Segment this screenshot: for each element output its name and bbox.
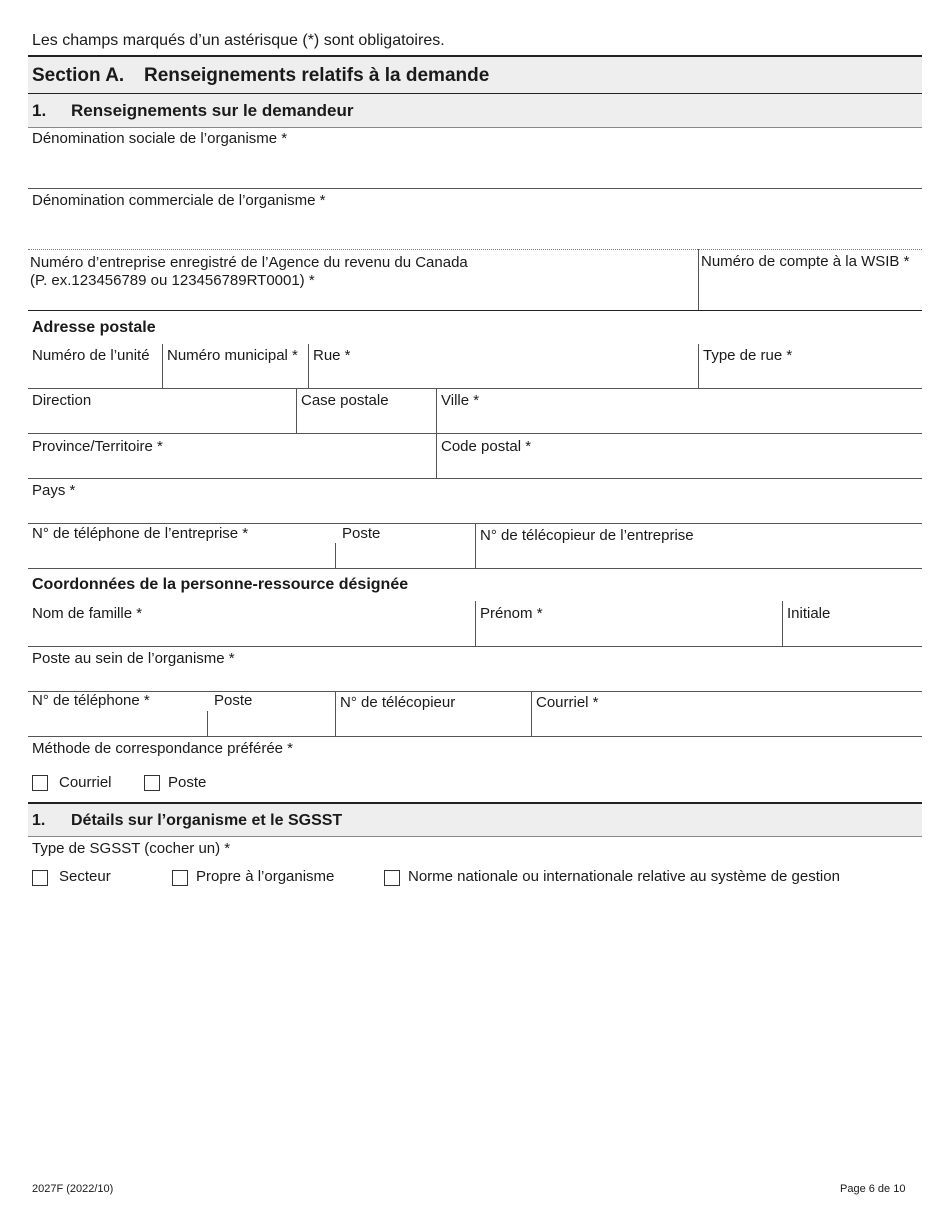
business-phone-input[interactable] xyxy=(32,546,330,564)
operating-name-label: Dénomination commerciale de l’organisme * xyxy=(32,192,326,209)
po-box-input[interactable] xyxy=(301,413,431,431)
street-input[interactable] xyxy=(313,368,693,386)
sector-option-label: Secteur xyxy=(59,868,111,885)
cra-number-label-line2: (P. ex.123456789 ou 123456789RT0001) * xyxy=(30,272,315,289)
contact-phone-label: N° de téléphone * xyxy=(32,692,150,709)
ohsms-type-label: Type de SGSST (cocher un) * xyxy=(32,840,231,857)
divider xyxy=(28,691,922,692)
divider xyxy=(28,568,922,569)
divider xyxy=(335,543,336,568)
divider xyxy=(28,249,922,250)
part-2-title: Détails sur l’organisme et le SGSST xyxy=(71,812,343,829)
country-label: Pays * xyxy=(32,482,76,499)
section-a-label: Section A. xyxy=(32,65,125,86)
divider xyxy=(28,388,922,389)
standard-option-label: Norme nationale ou internationale relative au système de gestion xyxy=(408,868,840,885)
preferred-method-label: Méthode de correspondance préférée * xyxy=(32,740,294,757)
city-input[interactable] xyxy=(441,413,918,431)
contact-phone-input[interactable] xyxy=(32,714,202,732)
divider xyxy=(782,601,783,646)
legal-name-label: Dénomination sociale de l’organisme * xyxy=(32,130,288,147)
cra-number-input[interactable] xyxy=(32,292,692,308)
email-option-label: Courriel xyxy=(59,774,112,791)
unit-number-input[interactable] xyxy=(32,368,158,386)
contact-ext-input[interactable] xyxy=(212,714,330,732)
street-number-label: Numéro municipal * xyxy=(167,347,298,364)
part-1-header xyxy=(28,93,922,128)
province-input[interactable] xyxy=(32,458,430,476)
country-input[interactable] xyxy=(32,502,918,520)
divider xyxy=(162,344,163,389)
section-a-title: Renseignements relatifs à la demande xyxy=(144,65,490,86)
postal-code-label: Code postal * xyxy=(441,438,532,455)
wsib-account-label: Numéro de compte à la WSIB * xyxy=(701,253,910,270)
divider xyxy=(698,249,699,311)
section-a-header xyxy=(28,55,922,94)
divider xyxy=(475,523,476,568)
position-input[interactable] xyxy=(32,670,918,688)
divider xyxy=(28,478,922,479)
organization-specific-checkbox[interactable] xyxy=(172,870,188,886)
business-ext-label: Poste xyxy=(342,525,381,542)
part-2-number: 1. xyxy=(32,812,46,829)
street-type-input[interactable] xyxy=(703,368,918,386)
street-number-input[interactable] xyxy=(167,368,303,386)
part-1-number: 1. xyxy=(32,101,47,120)
divider xyxy=(28,646,922,647)
page-number: Page 6 de 10 xyxy=(840,1183,906,1195)
province-label: Province/Territoire * xyxy=(32,438,163,455)
postal-code-input[interactable] xyxy=(441,458,918,476)
first-name-label: Prénom * xyxy=(480,605,543,622)
business-fax-label: N° de télécopieur de l’entreprise xyxy=(480,527,694,544)
organization-specific-label: Propre à l’organisme xyxy=(196,868,335,885)
divider xyxy=(28,188,922,189)
divider xyxy=(531,691,532,736)
divider xyxy=(296,388,297,433)
contact-ext-label: Poste xyxy=(214,692,253,709)
divider xyxy=(28,310,922,311)
initial-label: Initiale xyxy=(787,605,831,622)
part-2-header xyxy=(28,802,922,837)
part-1-title: Renseignements sur le demandeur xyxy=(71,101,354,120)
last-name-label: Nom de famille * xyxy=(32,605,143,622)
divider xyxy=(207,711,208,736)
email-checkbox[interactable] xyxy=(32,775,48,791)
first-name-input[interactable] xyxy=(480,626,778,644)
contact-fax-input[interactable] xyxy=(340,715,526,733)
last-name-input[interactable] xyxy=(32,626,470,644)
required-fields-note: Les champs marqués d’un astérisque (*) sont obligatoires. xyxy=(32,32,445,49)
divider xyxy=(28,736,922,737)
business-fax-input[interactable] xyxy=(480,548,918,566)
legal-name-input[interactable] xyxy=(32,152,918,184)
contact-email-input[interactable] xyxy=(536,715,918,733)
direction-label: Direction xyxy=(32,392,92,409)
contact-email-label: Courriel * xyxy=(536,694,599,711)
divider xyxy=(335,691,336,736)
divider xyxy=(28,433,922,434)
direction-input[interactable] xyxy=(32,413,292,431)
business-ext-input[interactable] xyxy=(340,546,470,564)
divider xyxy=(308,344,309,389)
initial-input[interactable] xyxy=(787,626,918,644)
divider xyxy=(698,344,699,389)
po-box-label: Case postale xyxy=(301,392,389,409)
mailing-address-heading: Adresse postale xyxy=(32,319,156,336)
city-label: Ville * xyxy=(441,392,480,409)
wsib-account-input[interactable] xyxy=(702,276,918,306)
street-type-label: Type de rue * xyxy=(703,347,793,364)
standard-checkbox[interactable] xyxy=(384,870,400,886)
divider xyxy=(475,601,476,646)
contact-heading: Coordonnées de la personne-ressource désignée xyxy=(32,576,409,593)
business-phone-label: N° de téléphone de l’entreprise * xyxy=(32,525,249,542)
mail-checkbox[interactable] xyxy=(144,775,160,791)
contact-fax-label: N° de télécopieur xyxy=(340,694,456,711)
operating-name-input[interactable] xyxy=(32,214,918,246)
street-label: Rue * xyxy=(313,347,351,364)
cra-number-label-line1: Numéro d’entreprise enregistré de l’Agence du revenu du Canada xyxy=(30,254,468,271)
unit-number-label: Numéro de l’unité xyxy=(32,347,150,364)
sector-checkbox[interactable] xyxy=(32,870,48,886)
mail-option-label: Poste xyxy=(168,774,207,791)
position-label: Poste au sein de l’organisme * xyxy=(32,650,235,667)
form-identifier: 2027F (2022/10) xyxy=(32,1183,114,1195)
